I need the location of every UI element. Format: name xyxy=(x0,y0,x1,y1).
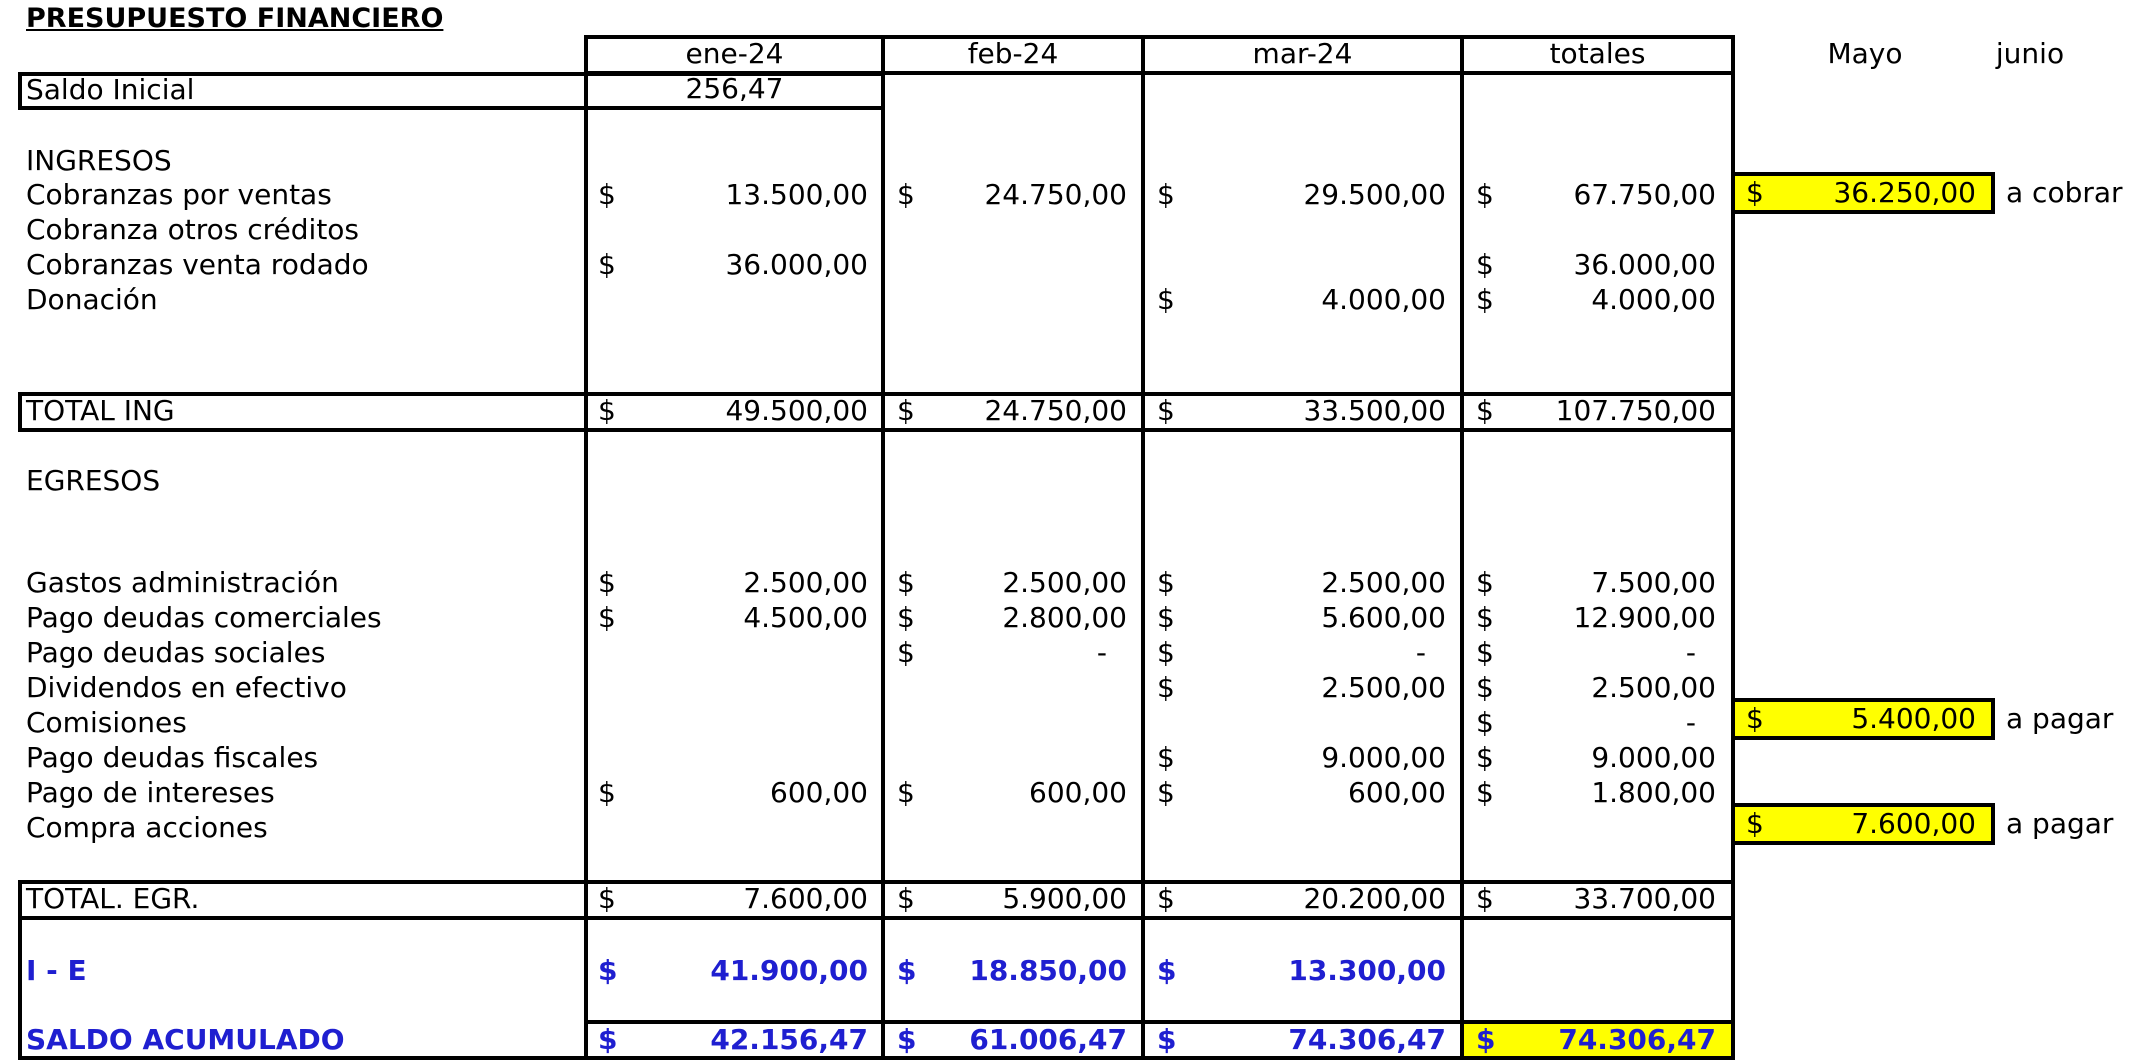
amount-ene: 2.500,00 xyxy=(743,566,868,599)
total-egr-ene-box xyxy=(584,880,885,920)
amount-mar: 13.300,00 xyxy=(1288,954,1446,987)
amount-mar: 9.000,00 xyxy=(1321,741,1446,774)
currency-sign: $ xyxy=(1157,741,1175,774)
ingresos-section-label: INGRESOS xyxy=(26,144,172,177)
currency-sign: $ xyxy=(1476,248,1494,281)
currency-sign: $ xyxy=(1157,882,1175,915)
total-egr-feb-box xyxy=(881,880,1145,920)
currency-sign: $ xyxy=(897,566,915,599)
amount-tot: 7.500,00 xyxy=(1591,566,1716,599)
total-ing-ene-box xyxy=(584,392,885,432)
header-mayo: Mayo xyxy=(1827,37,1903,70)
amount-tot: - xyxy=(1685,706,1696,739)
header-ene: ene-24 xyxy=(685,37,784,70)
ie-label: I - E xyxy=(26,954,87,987)
amount-feb: 600,00 xyxy=(1029,776,1127,809)
row-label: Comisiones xyxy=(26,706,187,739)
currency-sign: $ xyxy=(1476,1023,1496,1056)
total-egr-tot-box xyxy=(1460,880,1735,920)
side-amount: 36.250,00 xyxy=(1833,176,1976,209)
amount-tot: 107.750,00 xyxy=(1555,394,1716,427)
currency-sign: $ xyxy=(1157,1023,1177,1056)
currency-sign: $ xyxy=(897,954,917,987)
amount-ene: 600,00 xyxy=(770,776,868,809)
currency-sign: $ xyxy=(897,601,915,634)
divider xyxy=(584,428,588,884)
divider xyxy=(1460,72,1464,396)
amount-ene: 36.000,00 xyxy=(725,248,868,281)
amount-tot: 9.000,00 xyxy=(1591,741,1716,774)
divider xyxy=(881,72,885,396)
amount-ene: 13.500,00 xyxy=(725,178,868,211)
divider xyxy=(1141,72,1145,396)
row-label: Cobranzas venta rodado xyxy=(26,248,369,281)
currency-sign: $ xyxy=(1476,636,1494,669)
amount-feb: 5.900,00 xyxy=(1002,882,1127,915)
total-egr-mar-box xyxy=(1141,880,1464,920)
currency-sign: $ xyxy=(598,394,616,427)
amount-mar: 2.500,00 xyxy=(1321,671,1446,704)
amount-ene: 49.500,00 xyxy=(725,394,868,427)
currency-sign: $ xyxy=(598,1023,618,1056)
amount-tot: 12.900,00 xyxy=(1573,601,1716,634)
amount-feb: - xyxy=(1096,636,1107,669)
saldo-inicial-label: Saldo Inicial xyxy=(26,73,195,106)
currency-sign: $ xyxy=(1746,807,1764,840)
currency-sign: $ xyxy=(1157,636,1175,669)
currency-sign: $ xyxy=(598,601,616,634)
currency-sign: $ xyxy=(1157,566,1175,599)
total-ing-tot-box xyxy=(1460,392,1735,432)
side-amount: 5.400,00 xyxy=(1851,702,1976,735)
currency-sign: $ xyxy=(1476,394,1494,427)
header-junio: junio xyxy=(1995,37,2065,70)
amount-mar: 29.500,00 xyxy=(1303,178,1446,211)
saldo-acumulado-label: SALDO ACUMULADO xyxy=(26,1023,345,1056)
currency-sign: $ xyxy=(1476,566,1494,599)
amount-mar: 74.306,47 xyxy=(1288,1023,1446,1056)
row-label: Compra acciones xyxy=(26,811,268,844)
amount-feb: 24.750,00 xyxy=(984,394,1127,427)
amount-mar: - xyxy=(1415,636,1426,669)
currency-sign: $ xyxy=(1476,283,1494,316)
row-label: Pago deudas fiscales xyxy=(26,741,319,774)
amount-tot: 74.306,47 xyxy=(1558,1023,1716,1056)
amount-ene: 41.900,00 xyxy=(710,954,868,987)
row-label: Gastos administración xyxy=(26,566,339,599)
currency-sign: $ xyxy=(598,776,616,809)
side-note: a pagar xyxy=(2006,807,2114,840)
currency-sign: $ xyxy=(897,776,915,809)
currency-sign: $ xyxy=(598,954,618,987)
currency-sign: $ xyxy=(1476,671,1494,704)
amount-mar: 33.500,00 xyxy=(1303,394,1446,427)
amount-ene: 42.156,47 xyxy=(710,1023,868,1056)
row-label: Cobranza otros créditos xyxy=(26,213,360,246)
total-ing-label: TOTAL ING xyxy=(26,394,175,427)
amount-feb: 2.500,00 xyxy=(1002,566,1127,599)
amount-tot: 2.500,00 xyxy=(1591,671,1716,704)
summary-tot-box xyxy=(1460,916,1735,1024)
currency-sign: $ xyxy=(1746,176,1764,209)
amount-ene: 7.600,00 xyxy=(743,882,868,915)
row-label: Donación xyxy=(26,283,158,316)
header-feb: feb-24 xyxy=(967,37,1059,70)
currency-sign: $ xyxy=(1157,954,1177,987)
currency-sign: $ xyxy=(1476,601,1494,634)
amount-mar: 600,00 xyxy=(1348,776,1446,809)
currency-sign: $ xyxy=(897,394,915,427)
side-note: a cobrar xyxy=(2006,176,2123,209)
currency-sign: $ xyxy=(598,178,616,211)
saldo-inicial-value: 256,47 xyxy=(685,72,784,105)
currency-sign: $ xyxy=(1476,882,1494,915)
currency-sign: $ xyxy=(897,1023,917,1056)
currency-sign: $ xyxy=(1157,671,1175,704)
amount-feb: 24.750,00 xyxy=(984,178,1127,211)
amount-mar: 5.600,00 xyxy=(1321,601,1446,634)
currency-sign: $ xyxy=(1476,776,1494,809)
amount-tot: 33.700,00 xyxy=(1573,882,1716,915)
amount-mar: 20.200,00 xyxy=(1303,882,1446,915)
currency-sign: $ xyxy=(1157,283,1175,316)
amount-mar: 4.000,00 xyxy=(1321,283,1446,316)
total-egr-label: TOTAL. EGR. xyxy=(26,882,200,915)
amount-feb: 2.800,00 xyxy=(1002,601,1127,634)
amount-tot: 4.000,00 xyxy=(1591,283,1716,316)
page-title: PRESUPUESTO FINANCIERO xyxy=(26,3,444,34)
currency-sign: $ xyxy=(1157,178,1175,211)
currency-sign: $ xyxy=(1476,178,1494,211)
amount-tot: 67.750,00 xyxy=(1573,178,1716,211)
currency-sign: $ xyxy=(1746,702,1764,735)
header-totales: totales xyxy=(1549,37,1646,70)
currency-sign: $ xyxy=(598,566,616,599)
row-label: Dividendos en efectivo xyxy=(26,671,347,704)
row-label: Pago deudas comerciales xyxy=(26,601,382,634)
row-label: Pago de intereses xyxy=(26,776,275,809)
header-mar: mar-24 xyxy=(1252,37,1353,70)
currency-sign: $ xyxy=(598,248,616,281)
amount-feb: 18.850,00 xyxy=(969,954,1127,987)
currency-sign: $ xyxy=(1476,741,1494,774)
total-ing-mar-box xyxy=(1141,392,1464,432)
currency-sign: $ xyxy=(598,882,616,915)
row-label: Cobranzas por ventas xyxy=(26,178,332,211)
side-note: a pagar xyxy=(2006,702,2114,735)
divider xyxy=(584,106,588,396)
egresos-section-label: EGRESOS xyxy=(26,464,161,497)
amount-feb: 61.006,47 xyxy=(969,1023,1127,1056)
side-amount: 7.600,00 xyxy=(1851,807,1976,840)
currency-sign: $ xyxy=(897,882,915,915)
currency-sign: $ xyxy=(1157,394,1175,427)
currency-sign: $ xyxy=(897,636,915,669)
total-ing-feb-box xyxy=(881,392,1145,432)
amount-tot: 1.800,00 xyxy=(1591,776,1716,809)
divider xyxy=(1141,428,1145,884)
currency-sign: $ xyxy=(1157,776,1175,809)
currency-sign: $ xyxy=(897,178,915,211)
amount-tot: 36.000,00 xyxy=(1573,248,1716,281)
amount-ene: 4.500,00 xyxy=(743,601,868,634)
currency-sign: $ xyxy=(1157,601,1175,634)
divider xyxy=(1731,72,1735,396)
row-label: Pago deudas sociales xyxy=(26,636,326,669)
amount-tot: - xyxy=(1685,636,1696,669)
currency-sign: $ xyxy=(1476,706,1494,739)
amount-mar: 2.500,00 xyxy=(1321,566,1446,599)
